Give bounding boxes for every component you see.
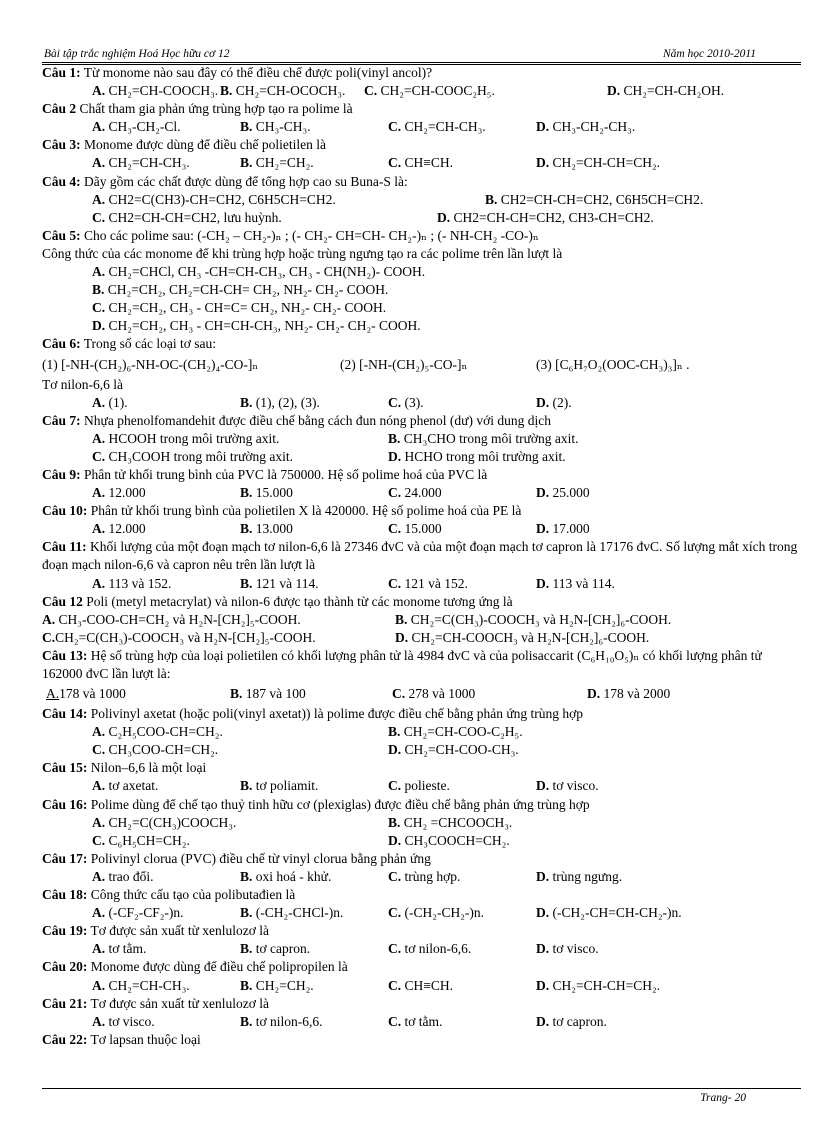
option-row: [42, 154, 804, 172]
option-row: [42, 940, 804, 958]
question-label: Câu 10:: [42, 503, 88, 519]
option-row: [42, 723, 804, 741]
option: D. HCHO trong môi trường axit.: [388, 448, 566, 464]
option: A. C₂H₅COO-CH=CH₂.: [92, 724, 223, 740]
question-text: Khối lượng của một đoạn mạch tơ nilon-6,6 là 27346 đvC và của một đoạn mạch tơ capron là 17176 đvC. Số lượng mắt xích trong đoạn mạch nilon-6,6 và capron nêu trên lần lượt là: [42, 539, 798, 573]
option: A. CH₂=CH-COOCH₃.: [92, 83, 219, 99]
question-label: Câu 13:: [42, 647, 88, 663]
question-stem: [42, 958, 804, 976]
option-row: [42, 611, 804, 629]
question-label: Câu 14:: [42, 706, 88, 722]
option: D. tơ visco.: [536, 941, 599, 957]
option: D. 178 và 2000: [587, 686, 671, 702]
question-text: Polivinyl clorua (PVC) điều chế từ vinyl clorua bằng phản ứng: [87, 850, 431, 866]
option: B. (-CH₂-CHCl-)n.: [240, 905, 344, 921]
question-label: Câu 3:: [42, 137, 81, 153]
option: C. 121 và 152.: [388, 575, 468, 591]
question-stem: [42, 796, 804, 814]
question-stem: [42, 886, 804, 904]
question-text: Trong số các loại tơ sau:: [80, 336, 217, 352]
question-stem: [42, 922, 804, 940]
option-row: [42, 82, 804, 100]
option: C. 278 và 1000: [392, 686, 476, 702]
option: A. 12.000: [92, 521, 146, 537]
option-text: 178 và 1000: [59, 686, 126, 702]
option: C. CH₂=CH₂, CH₃ - CH=C= CH₂, NH₂- CH₂- COOH.: [92, 300, 387, 316]
question-text: Hệ số trùng hợp của loại polietilen có khối lượng phân tử là 4984 đvC và của polisaccarit (C₆H₁₀O₅)ₙ có khối lượng phân tử 162000 đvC lần lượt là:: [42, 647, 762, 681]
question-stem: [42, 227, 804, 245]
fiber-list: [42, 354, 804, 376]
question-text-cont: Tơ nilon-6,6 là: [42, 376, 123, 392]
question-text: Phân tử khối trung bình của polietilen X là 420000. Hệ số polime hoá của PE là: [87, 503, 522, 519]
question-stem: [42, 538, 802, 574]
option: C. CH2=CH-CH=CH2, lưu huỳnh.: [92, 209, 282, 225]
option: A. CH₂=CH-CH₃.: [92, 155, 190, 171]
option: C. (3).: [388, 394, 424, 410]
question-label: Câu 7:: [42, 412, 81, 428]
option-row: [42, 520, 804, 538]
option-row: [42, 814, 804, 832]
option-letter: A.: [46, 686, 60, 702]
option: [46, 685, 126, 703]
option: D. 113 và 114.: [536, 575, 615, 591]
question-stem: [42, 850, 804, 868]
header-year: Năm học 2010-2011: [662, 48, 756, 60]
footer-rule: [42, 1088, 801, 1089]
fiber-item: (3) [C₆H₇O₂(OOC-CH₃)₃]ₙ .: [536, 356, 690, 372]
question-stem: [42, 100, 804, 118]
option: B. CH₂=C(CH₃)-COOCH₃ và H₂N-[CH₂]₆-COOH.: [395, 611, 672, 627]
option: C. CH₃COO-CH=CH₂.: [92, 742, 219, 758]
option: B. CH₂=CH₂.: [240, 155, 314, 171]
option-row: [42, 191, 804, 209]
option: D. (-CH₂-CH=CH-CH₂-)n.: [536, 905, 682, 921]
question-text: Cho các polime sau: (-CH₂ – CH₂-)ₙ ; (- CH₂- CH=CH- CH₂-)ₙ ; (- NH-CH₂ -CO-)ₙ: [80, 227, 539, 243]
option: B. CH₃CHO trong môi trường axit.: [388, 430, 579, 446]
option: B. tơ poliamit.: [240, 778, 319, 794]
option: D. 17.000: [536, 521, 590, 537]
question-stem: [42, 466, 804, 484]
option: B. CH₂ =CHCOOCH₃.: [388, 814, 513, 830]
option: B. CH2=CH-CH=CH2, C6H5CH=CH2.: [485, 191, 704, 207]
header-rule: [42, 62, 801, 63]
question-text: Tơ lapsan thuộc loại: [87, 1031, 201, 1047]
question-text: Nilon–6,6 là một loại: [87, 760, 207, 776]
fiber-item: (2) [-NH-(CH₂)₅-CO-]ₙ: [340, 356, 468, 372]
question-label: Câu 6:: [42, 336, 81, 352]
question-text: Từ monome nào sau đây có thể điều chế được poli(vinyl ancol)?: [80, 65, 433, 80]
option: B. CH₂=CH₂.: [240, 977, 314, 993]
option: B. 187 và 100: [230, 686, 306, 702]
option: A. (-CF₂-CF₂-)n.: [92, 905, 184, 921]
option: C. C₆H₅CH=CH₂.: [92, 832, 190, 848]
option: C. 15.000: [388, 521, 442, 537]
option: A. CH2=C(CH3)-CH=CH2, C6H5CH=CH2.: [92, 191, 336, 207]
question-text: Dãy gồm các chất được dùng để tổng hợp cao su Buna-S là:: [80, 173, 408, 189]
option: B. (1), (2), (3).: [240, 394, 320, 410]
option: C. (-CH₂-CH₂-)n.: [388, 905, 485, 921]
question-label: Câu 22:: [42, 1031, 88, 1047]
option-row: [42, 1013, 804, 1031]
option: D. trùng ngưng.: [536, 868, 623, 884]
question-text: Nhựa phenolfomandehit được điều chế bằng cách đun nóng phenol (dư) với dung dịch: [80, 412, 551, 428]
option: D. CH₂=CH-CH=CH₂.: [536, 155, 661, 171]
question-stem: [42, 1031, 804, 1049]
question-label: Câu 21:: [42, 995, 88, 1011]
option: D. CH₂=CH-CH=CH₂.: [536, 977, 661, 993]
question-label: Câu 18:: [42, 887, 88, 903]
option: C. CH₂=CH-COOC₂H₅.: [364, 83, 495, 99]
question-text: Tơ được sản xuất từ xenlulozơ là: [87, 995, 270, 1011]
question-label: Câu 16:: [42, 796, 88, 812]
option-row: [42, 904, 804, 922]
fiber-item: (1) [-NH-(CH₂)₆-NH-OC-(CH₂)₄-CO-]ₙ: [42, 356, 259, 372]
option: B. 121 và 114.: [240, 575, 319, 591]
question-text: Chất tham gia phản ứng trùng hợp tạo ra polime là: [76, 101, 353, 117]
question-stem: [42, 502, 804, 520]
option-row: [42, 484, 804, 502]
option: A. CH₃-CH₂-Cl.: [92, 119, 181, 135]
question-stem: [42, 412, 804, 430]
option: D. CH2=CH-CH=CH2, CH3-CH=CH2.: [437, 209, 654, 225]
question-text: Công thức cấu tạo của polibutađien là: [87, 887, 296, 903]
option: B. CH₂=CH₂, CH₂=CH-CH= CH₂, NH₂- CH₂- COOH.: [92, 282, 389, 298]
option: B. 15.000: [240, 485, 293, 501]
option-row: [42, 977, 804, 995]
option-row: [42, 777, 804, 795]
option: B. oxi hoá - khử.: [240, 868, 332, 884]
option-row: [42, 430, 804, 448]
option-row: [42, 741, 804, 759]
option: C. trùng hợp.: [388, 868, 461, 884]
option: A. CH₂=C(CH₃)COOCH₃.: [92, 814, 237, 830]
option: D. CH₂=CH₂, CH₃ - CH=CH-CH₃, NH₂- CH₂- CH₂- COOH.: [92, 318, 421, 334]
page-header: [42, 48, 801, 62]
option-row: [42, 448, 804, 466]
question-stem: [42, 173, 804, 191]
option: B. CH₂=CH-COO-C₂H₅.: [388, 724, 523, 740]
option: C. CH≡CH.: [388, 977, 453, 993]
option: D. CH₃-CH₂-CH₃.: [536, 119, 636, 135]
option: C. CH₃COOH trong môi trường axit.: [92, 448, 294, 464]
question-label: Câu 15:: [42, 760, 88, 776]
page-number: Trang- 20: [700, 1092, 746, 1104]
question-label: Câu 11:: [42, 539, 87, 555]
option: D. CH₂=CH-COO-CH₃.: [388, 742, 519, 758]
question-stem: [42, 136, 804, 154]
option: B. CH₂=CH-OCOCH₃.: [220, 83, 346, 99]
question-stem: [42, 593, 804, 611]
question-text: Polime dùng để chế tạo thuỷ tinh hữu cơ (plexiglas) được điều chế bằng phản ứng trùng hợp: [87, 796, 590, 812]
option: C. polieste.: [388, 778, 450, 794]
option-row: [42, 118, 804, 136]
question-label: Câu 12: [42, 593, 83, 609]
option: D. CH₂=CH-COOCH₃ và H₂N-[CH₂]₆-COOH.: [395, 629, 650, 645]
question-label: Câu 2: [42, 101, 77, 117]
option-row: [42, 832, 804, 850]
option: A. HCOOH trong môi trường axit.: [92, 430, 280, 446]
option: B. CH₃-CH₃.: [240, 119, 311, 135]
question-label: Câu 9:: [42, 466, 81, 482]
question-text: Tơ được sản xuất từ xenlulozơ là: [87, 923, 270, 939]
option: A. CH₂=CH-CH₃.: [92, 977, 190, 993]
option-row: [42, 394, 804, 412]
question-label: Câu 20:: [42, 959, 88, 975]
question-stem: [42, 335, 804, 353]
option: D. tơ visco.: [536, 778, 599, 794]
option: B. 13.000: [240, 521, 293, 537]
option: B. tơ nilon-6,6.: [240, 1013, 323, 1029]
option: C. tơ tằm.: [388, 1013, 443, 1029]
option: A. tơ visco.: [92, 1013, 155, 1029]
option: C. CH≡CH.: [388, 155, 453, 171]
question-text: Polivinyl axetat (hoặc poli(vinyl axetat)) là polime được điều chế bằng phản ứng trùng hợp: [87, 706, 584, 722]
option: A. 12.000: [92, 485, 146, 501]
option: D. CH₂=CH-CH₂OH.: [607, 83, 725, 99]
option-row: [42, 868, 804, 886]
option-row: [42, 575, 804, 593]
option: D. 25.000: [536, 485, 590, 501]
header-title: Bài tập trắc nghiệm Hoá Học hữu cơ 12: [44, 48, 230, 60]
option: A. CH₂=CHCl, CH₃ -CH=CH-CH₃, CH₃ - CH(NH₂)- COOH.: [92, 264, 426, 280]
question-label: Câu 17:: [42, 850, 88, 866]
question-text: Poli (metyl metacrylat) và nilon-6 được tạo thành từ các monome tương ứng là: [82, 593, 513, 609]
option-row: [42, 629, 804, 647]
question-text: Phân tử khối trung bình của PVC là 750000. Hệ số polime hoá của PVC là: [80, 466, 488, 482]
option: C. tơ nilon-6,6.: [388, 941, 472, 957]
question-stem: [42, 647, 802, 683]
option: A. 113 và 152.: [92, 575, 172, 591]
question-stem: [42, 759, 804, 777]
option-row: [42, 209, 804, 227]
question-label: Câu 1:: [42, 65, 81, 80]
question-stem: [42, 995, 804, 1013]
question-list: [42, 64, 804, 1049]
option: D. CH₃COOCH=CH₂.: [388, 832, 510, 848]
question-text: Monome được dùng để điều chế polietilen là: [80, 137, 327, 153]
question-label: Câu 5:: [42, 227, 81, 243]
option: A. CH₃-COO-CH=CH₂ và H₂N-[CH₂]₅-COOH.: [42, 611, 301, 627]
question-stem: [42, 705, 804, 723]
option: A. tơ tằm.: [92, 941, 147, 957]
option: C.CH₂=C(CH₃)-COOCH₃ và H₂N-[CH₂]₅-COOH.: [42, 629, 316, 645]
question-label: Câu 19:: [42, 923, 88, 939]
question-stem: [42, 64, 804, 82]
option: D. (2).: [536, 394, 572, 410]
question-text-cont: Công thức của các monome để khi trùng hợp hoặc trùng ngưng tạo ra các polime trên lần lượt là: [42, 245, 563, 261]
option: A. tơ axetat.: [92, 778, 159, 794]
option: A. (1).: [92, 394, 128, 410]
question-text: Monome được dùng để điều chế polipropilen là: [87, 959, 348, 975]
option: C. 24.000: [388, 485, 442, 501]
option: B. tơ capron.: [240, 941, 311, 957]
option: C. CH₂=CH-CH₃.: [388, 119, 486, 135]
option: A. trao đổi.: [92, 868, 154, 884]
question-label: Câu 4:: [42, 173, 81, 189]
option: D. tơ capron.: [536, 1013, 607, 1029]
option-row: [42, 683, 804, 705]
